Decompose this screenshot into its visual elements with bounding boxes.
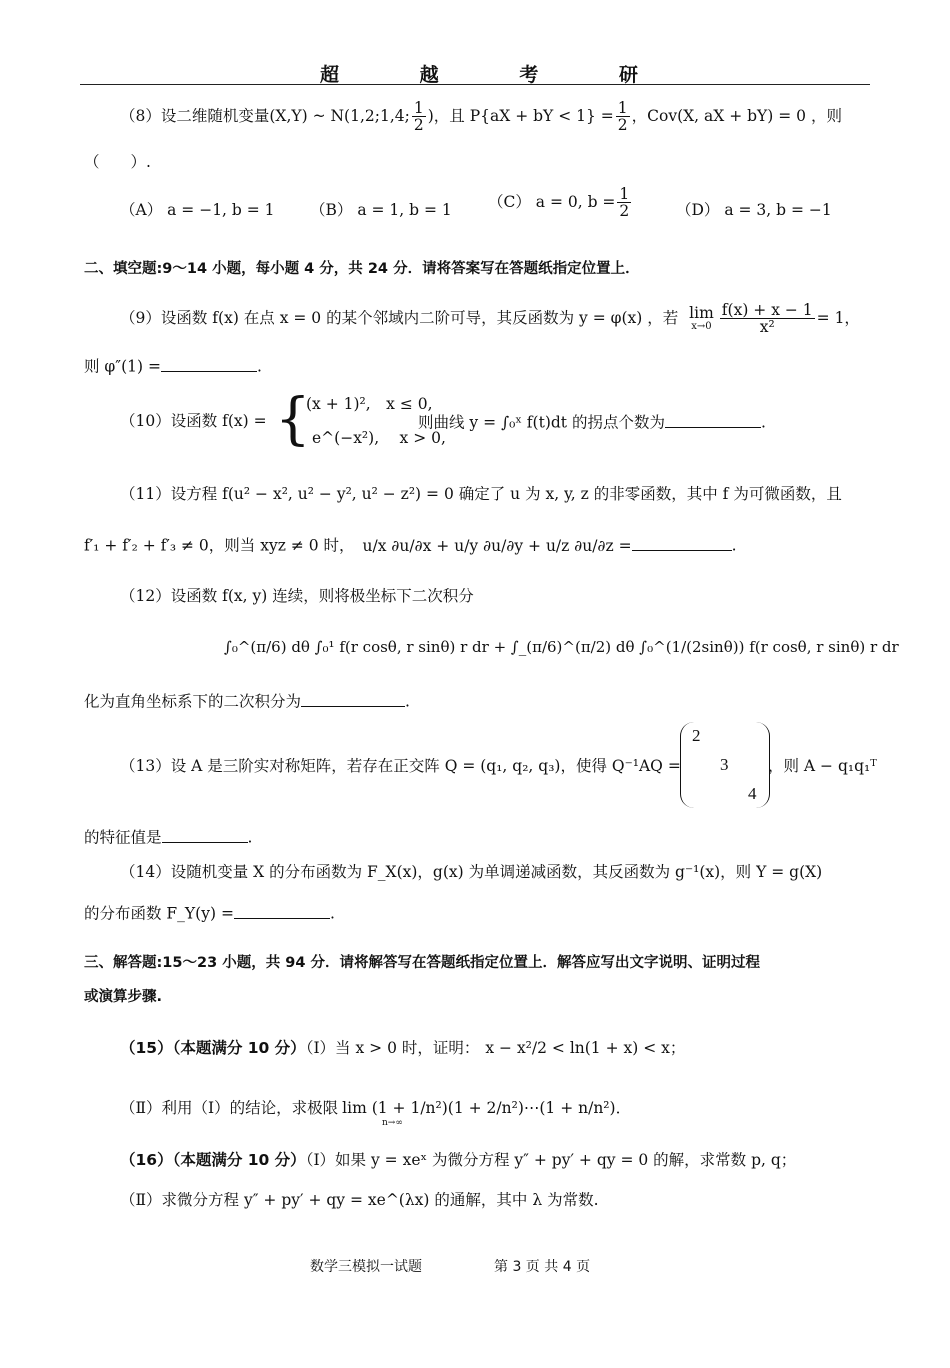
- q15-part-1: （15）（本题满分 10 分）（Ⅰ）当 x > 0 时，证明： x − x²/2 < ln(1 + x) < x；: [120, 1039, 686, 1057]
- header-char: 研: [618, 64, 640, 86]
- q13-tail: ，则 A − q₁q₁ᵀ: [768, 757, 877, 775]
- q12-answer-line: 化为直角坐标系下的二次积分为 .: [84, 690, 410, 712]
- header-char: 越: [419, 64, 441, 86]
- q10-case-1: (x + 1)², x ≤ 0,: [306, 395, 433, 413]
- q8-text-b: )，且 P{aX + bY < 1} =: [427, 106, 614, 125]
- q11-blank[interactable]: [632, 534, 732, 551]
- q13-stem: （13）设 A 是三阶实对称矩阵，若存在正交阵 Q = (q₁, q₂, q₃)，使得 Q⁻¹AQ =: [120, 757, 681, 775]
- matrix-entry: 2: [692, 726, 701, 745]
- section-3-heading: 三、解答题:15～23 小题，共 94 分．请将解答写在答题纸指定位置上．解答应写出文字说明、证明过程: [84, 955, 760, 971]
- q14-blank[interactable]: [234, 902, 330, 919]
- q16-part-1: （16）（本题满分 10 分）（Ⅰ）如果 y = xeˣ 为微分方程 y″ + py′ + qy = 0 的解，求常数 p, q；: [120, 1151, 797, 1169]
- q9-answer-line: 则 φ″(1) = .: [84, 355, 262, 377]
- q8-fraction-2: $\frac{1}{2}$: [617, 99, 628, 135]
- q10-tail: 则曲线 y = ∫₀ˣ f(t)dt 的拐点个数为 .: [418, 411, 766, 433]
- footer-title: 数学三模拟一试题: [310, 1259, 422, 1275]
- header-char: 考: [519, 64, 541, 86]
- q10-blank[interactable]: [665, 411, 761, 428]
- header-char: 超: [320, 64, 342, 86]
- q8-option-d: （D） a = 3, b = −1: [676, 201, 832, 219]
- q14-stem: （14）设随机变量 X 的分布函数为 F_X(x)，g(x) 为单调递减函数，其反函数为 g⁻¹(x)，则 Y = g(X): [120, 863, 823, 881]
- q8-option-c: （C） a = 0, b = $\frac{1}{2}$: [488, 185, 630, 221]
- q13-blank[interactable]: [162, 826, 248, 843]
- matrix-entry: 3: [720, 755, 729, 774]
- section-3-heading-cont: 或演算步骤.: [84, 989, 163, 1005]
- page-header: [320, 60, 640, 87]
- q16-part-2: （Ⅱ）求微分方程 y″ + py′ + qy = xe^(λx) 的通解，其中 λ 为常数.: [120, 1191, 599, 1209]
- q10-brace: {: [275, 387, 311, 452]
- q9-limit: lim x→0: [689, 304, 714, 332]
- page-footer: [310, 1256, 590, 1276]
- q12-blank[interactable]: [301, 690, 405, 707]
- q8-fraction: $\frac{1}{2}$: [413, 99, 424, 135]
- q10-case-2: e^(−x²), x > 0,: [312, 429, 446, 447]
- q14-answer-line: 的分布函数 F_Y(y) = .: [84, 902, 335, 924]
- q13-diagonal-matrix: [680, 722, 770, 812]
- q15-limit-sub: n→∞: [382, 1118, 403, 1128]
- footer-page-number: 第 3 页 共 4 页: [494, 1259, 591, 1275]
- q9-stem: （9）设函数 f(x) 在点 x = 0 的某个邻域内二阶可导，其反函数为 y = φ(x) ，若 lim x→0 $\frac{f(x) + x - 1}{\text{x²}}$ = 1，: [120, 301, 860, 337]
- q8-option-b: （B） a = 1, b = 1: [310, 201, 452, 219]
- q11-stem: （11）设方程 f(u² − x², u² − y², u² − z²) = 0 确定了 u 为 x, y, z 的非零函数，其中 f 为可微函数，且: [120, 485, 842, 503]
- matrix-entry: 4: [748, 784, 757, 803]
- q12-integral: ∫₀^(π/6) dθ ∫₀¹ f(r cosθ, r sinθ) r dr + ∫_(π/6)^(π/2) dθ ∫₀^(1/(2sinθ)) f(r cosθ, r sinθ) r dr: [224, 638, 899, 656]
- q8-option-a: （A） a = −1, b = 1: [120, 201, 275, 219]
- q8-text-c: ，Cov(X, aX + bY) = 0 ，则: [631, 106, 842, 125]
- q8-stem: [120, 100, 842, 134]
- q11-line2: f′₁ + f′₂ + f′₃ ≠ 0，则当 xyz ≠ 0 时， u/x ∂u/∂x + u/y ∂u/∂y + u/z ∂u/∂z = .: [84, 534, 737, 556]
- q8-choice-paren: （ ）.: [84, 153, 151, 171]
- header-rule: [80, 84, 870, 85]
- q12-stem: （12）设函数 f(x, y) 连续，则将极坐标下二次积分: [120, 587, 474, 605]
- q9-fraction: $\frac{f(x) + x - 1}{\text{x²}}$: [721, 301, 813, 337]
- q15-part-2: （Ⅱ）利用（Ⅰ）的结论，求极限 lim (1 + 1/n²)(1 + 2/n²)⋯(1 + n/n²)．: [120, 1099, 632, 1117]
- section-2-heading: 二、填空题:9～14 小题，每小题 4 分，共 24 分．请将答案写在答题纸指定位置上．: [84, 261, 640, 277]
- q13-answer-line: 的特征值是 .: [84, 826, 252, 848]
- q10-label: （10）设函数 f(x) =: [120, 412, 267, 430]
- q9-blank[interactable]: [161, 355, 257, 372]
- q8-text-a: （8）设二维随机变量(X,Y) ~ N(1,2;1,4;: [120, 106, 410, 125]
